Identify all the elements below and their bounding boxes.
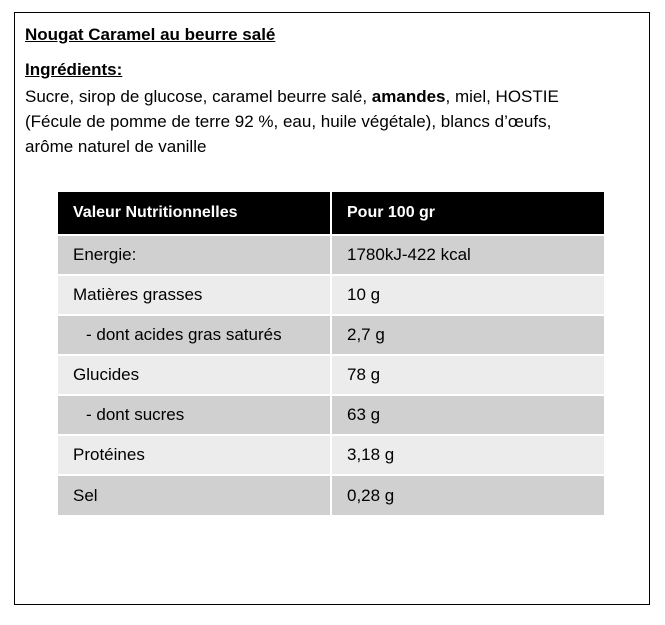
nutrient-value: 63 g xyxy=(331,395,604,435)
ingredients-line-2: (Fécule de pomme de terre 92 %, eau, huile végétale), blancs d’œufs, xyxy=(25,112,552,131)
nutrient-sublabel: - dont acides gras saturés xyxy=(58,315,331,355)
nutrient-label: Energie: xyxy=(58,235,331,275)
nutrient-label: Sel xyxy=(58,475,331,515)
ingredients-line-1 xyxy=(25,84,635,109)
table-row xyxy=(58,315,604,355)
nutrition-header-value: Pour 100 gr xyxy=(331,192,604,235)
nutrition-table xyxy=(58,192,604,515)
nutrient-value: 0,28 g xyxy=(331,475,604,515)
nutrient-value: 1780kJ-422 kcal xyxy=(331,235,604,275)
nutrition-header-row xyxy=(58,192,604,235)
nutrient-label: Glucides xyxy=(58,355,331,395)
ingredients-heading: Ingrédients: xyxy=(25,60,123,79)
ingredients-text-part: , miel, HOSTIE xyxy=(445,87,559,106)
nutrient-value: 2,7 g xyxy=(331,315,604,355)
table-row xyxy=(58,475,604,515)
allergen-highlight: amandes xyxy=(371,87,446,106)
table-row xyxy=(58,395,604,435)
table-row xyxy=(58,235,604,275)
label-frame xyxy=(14,12,650,605)
nutrient-label: Matières grasses xyxy=(58,275,331,315)
ingredients-text-part: Sucre, sirop de glucose, caramel beurre salé, xyxy=(25,87,372,106)
ingredients-line-3: arôme naturel de vanille xyxy=(25,137,207,156)
nutrient-sublabel: - dont sucres xyxy=(58,395,331,435)
ingredients-list xyxy=(25,84,635,159)
table-row xyxy=(58,435,604,475)
table-row xyxy=(58,275,604,315)
nutrient-value: 10 g xyxy=(331,275,604,315)
nutrient-value: 3,18 g xyxy=(331,435,604,475)
product-title: Nougat Caramel au beurre salé xyxy=(25,25,276,44)
nutrient-label: Protéines xyxy=(58,435,331,475)
table-row xyxy=(58,355,604,395)
nutrient-value: 78 g xyxy=(331,355,604,395)
nutrition-header-label: Valeur Nutritionnelles xyxy=(58,192,331,235)
